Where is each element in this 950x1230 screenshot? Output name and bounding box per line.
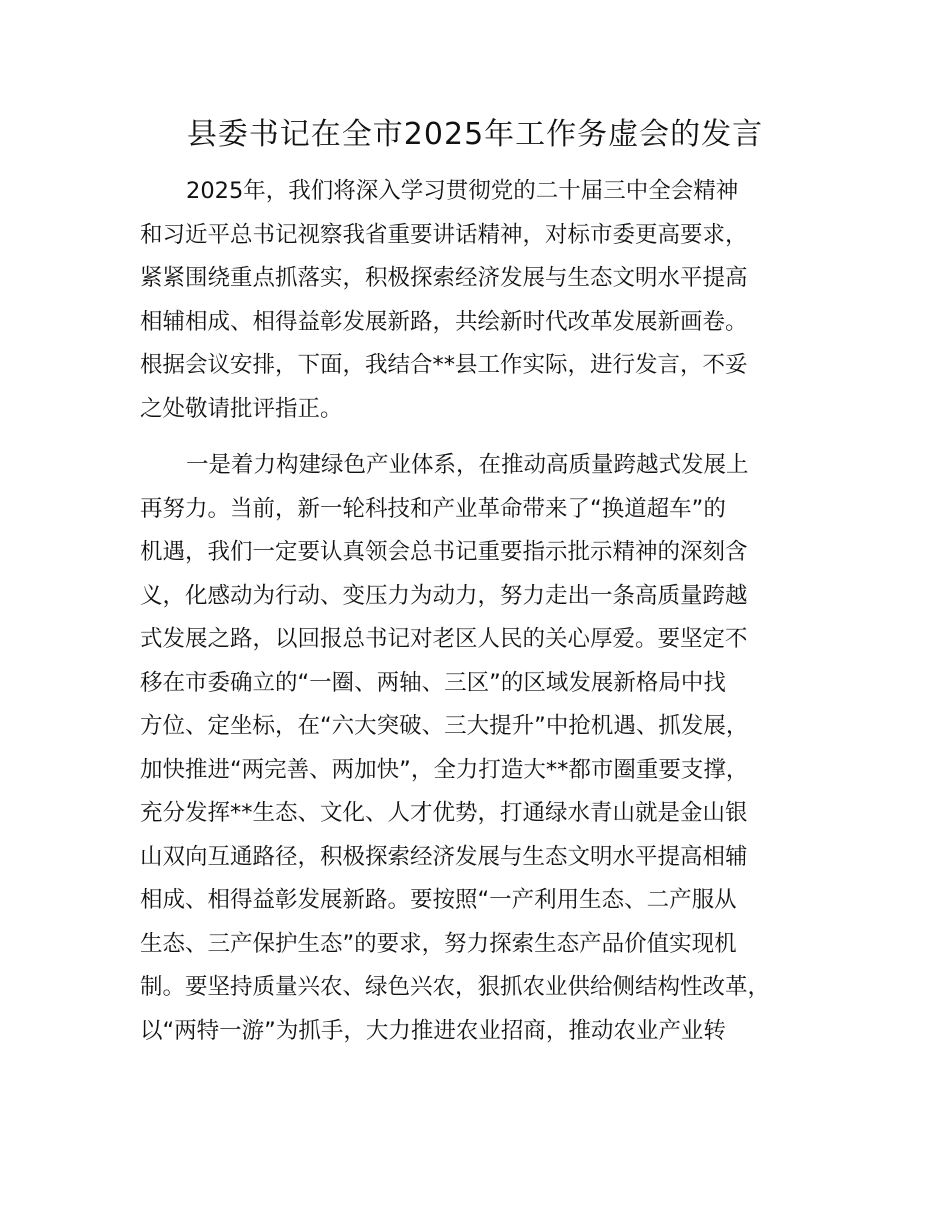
paragraph-line: 式发展之路，以回报总书记对老区人民的关心厚爱。要坚定不 (140, 626, 748, 652)
paragraph-line: 生态、三产保护生态”的要求，努力探索生态产品价值实现机 (140, 930, 737, 957)
paragraph-line: 相成、相得益彰发展新路。要按照“一产利用生态、二产服从 (140, 887, 737, 913)
paragraph-line: 以“两特一游”为抓手，大力推进农业招商，推动农业产业转 (140, 1017, 726, 1044)
document-title: 县委书记在全市2025年工作务虚会的发言 (186, 117, 764, 152)
paragraph-point-one (140, 444, 840, 1053)
paragraph-line: 充分发挥**生态、文化、人才优势，打通绿水青山就是金山银 (140, 800, 748, 826)
paragraph-line: 加快推进“两完善、两加快”，全力打造大**都市圈重要支撑， (140, 756, 749, 783)
paragraph-line: 方位、定坐标，在“六大突破、三大提升”中抢机遇、抓发展， (140, 713, 749, 739)
paragraph-line: 移在市委确立的“一圈、两轴、三区”的区域发展新格局中找 (140, 669, 726, 696)
paragraph-line: 义，化感动为行动、变压力为动力，努力走出一条高质量跨越 (140, 582, 748, 609)
paragraph-line: 制。要坚持质量兴农、绿色兴农，狠抓农业供给侧结构性改革， (140, 974, 771, 1000)
paragraph-line: 2025年，我们将深入学习贯彻党的二十届三中全会精神 (186, 178, 739, 204)
paragraph-line: 机遇，我们一定要认真领会总书记重要指示批示精神的深刻含 (140, 539, 748, 565)
paragraph-line: 山双向互通路径，积极探索经济发展与生态文明水平提高相辅 (140, 843, 748, 870)
paragraph-line: 紧紧围绕重点抓落实，积极探索经济发展与生态文明水平提高 (140, 265, 748, 291)
paragraph-spacer (140, 431, 840, 444)
paragraph-line: 一是着力构建绿色产业体系，在推动高质量跨越式发展上 (186, 452, 749, 478)
paragraph-line: 根据会议安排，下面，我结合**县工作实际，进行发言，不妥 (140, 352, 748, 378)
paragraph-line: 相辅相成、相得益彰发展新路，共绘新时代改革发展新画卷。 (140, 308, 748, 335)
paragraph-intro (140, 170, 840, 431)
paragraph-line: 之处敬请批评指正。 (140, 395, 343, 422)
paragraph-line: 再努力。当前，新一轮科技和产业革命带来了“换道超车”的 (140, 495, 726, 522)
document-body (140, 170, 840, 1053)
paragraph-line: 和习近平总书记视察我省重要讲话精神，对标市委更高要求， (140, 221, 748, 248)
